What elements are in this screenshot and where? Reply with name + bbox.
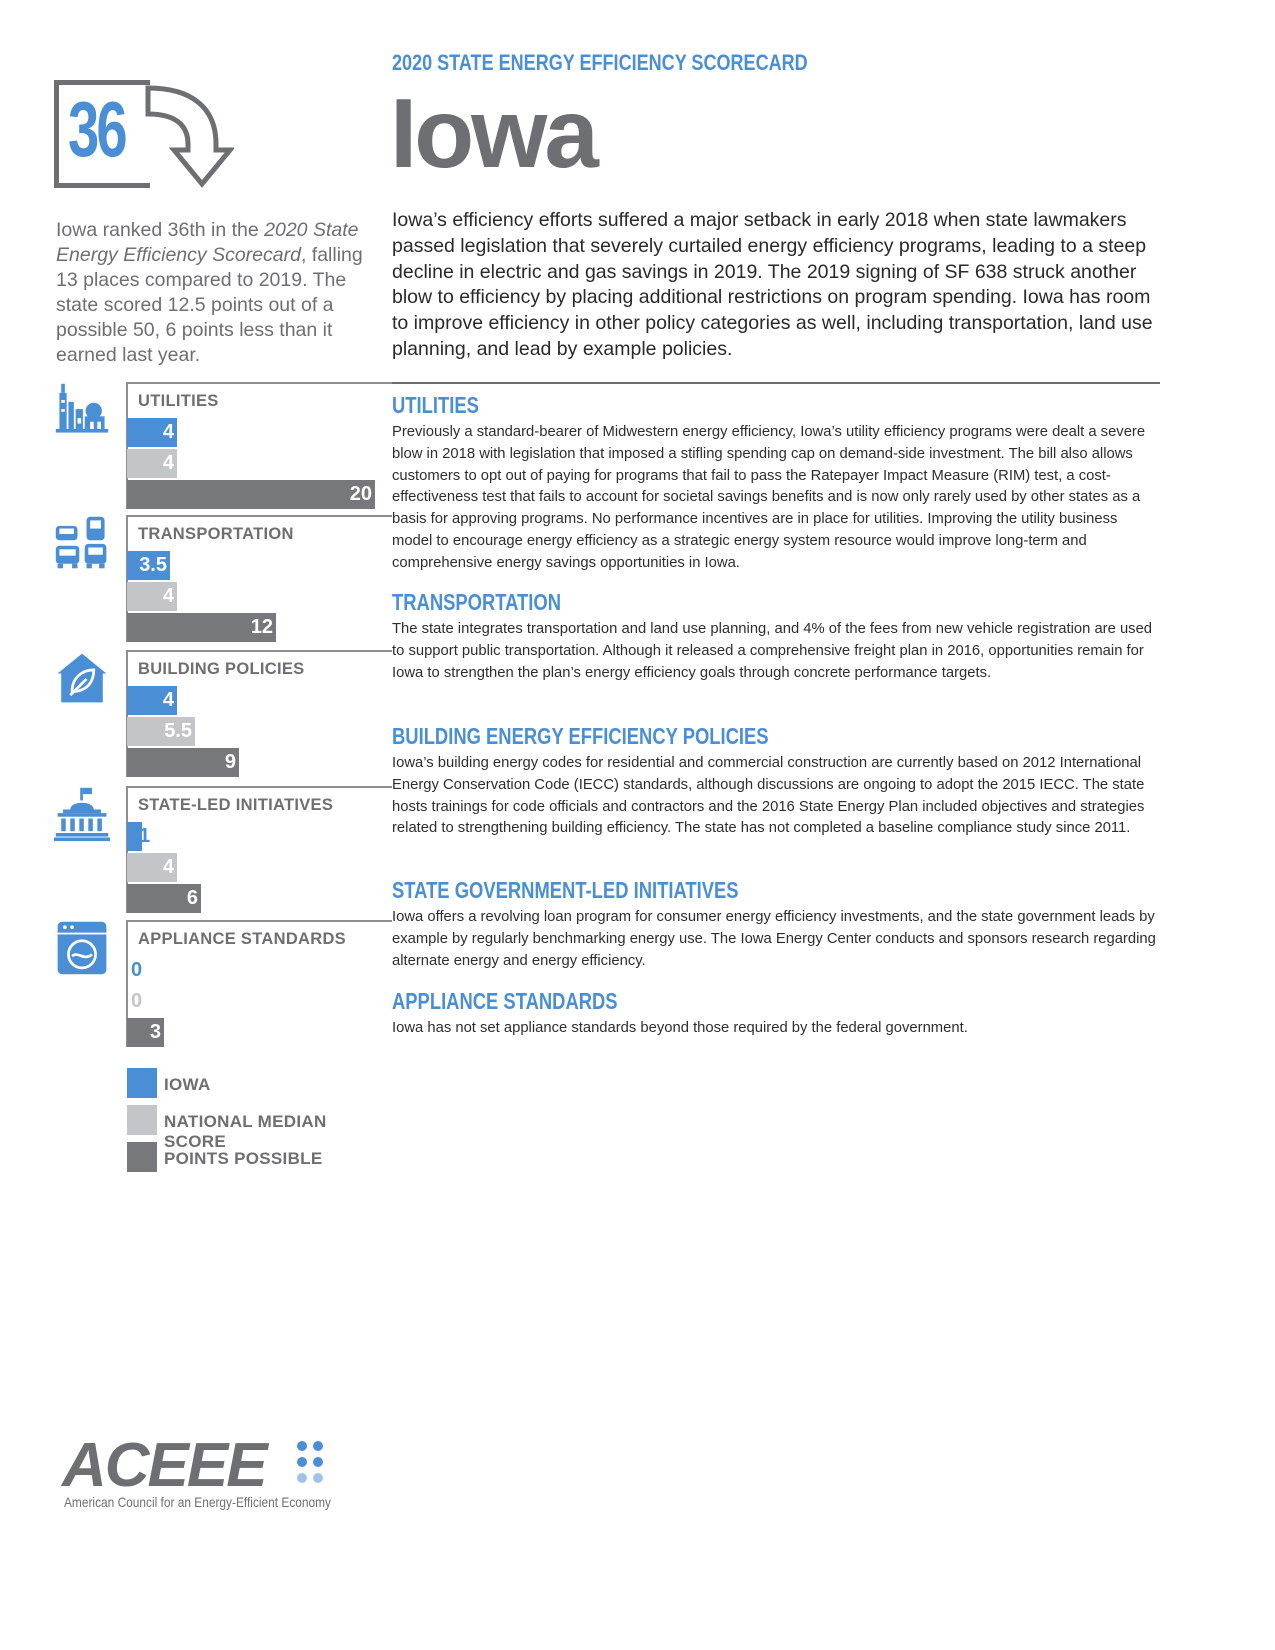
bar-median: 0 [131,990,143,1012]
section-divider [392,382,1160,384]
section-title: APPLIANCE STANDARDS [392,988,618,1014]
section-building-policies [392,723,1157,840]
score-category-transportation [54,515,394,655]
utilities-icon [54,382,116,444]
legend-swatch [127,1068,157,1098]
section-body: Iowa offers a revolving loan program for consumer energy efficiency investments, and the state government leads by example by regularly benchmarking energy use. The Iowa Energy Center conducts and sponsors research regarding alternate energy and energy efficiency. [392,909,1156,969]
score-category-appliance-standards [54,920,394,1060]
rank-number: 36 [68,85,125,173]
legend-swatch [127,1142,157,1172]
legend-swatch [127,1105,157,1135]
bar-median: 5.5 [127,717,195,746]
bar-possible: 6 [127,884,201,913]
section-title: TRANSPORTATION [392,589,561,615]
bar-state: 4 [127,418,177,447]
score-category-utilities [54,382,394,522]
bar-possible: 9 [127,748,239,777]
legend-label: POINTS POSSIBLE [164,1149,323,1168]
rank-badge [54,80,254,200]
rank-summary: Iowa ranked 36th in the 2020 State Energy Efficiency Scorecard, falling 13 places compared to 2019. The state scored 12.5 points out of a possible 50, 6 points less than it earned last year. [56,219,363,366]
category-rule [126,650,392,652]
government-icon [54,786,116,848]
section-title: BUILDING ENERGY EFFICIENCY POLICIES [392,723,769,749]
legend-label: IOWA [164,1075,211,1094]
intro-paragraph: Iowa’s efficiency efforts suffered a major setback in early 2018 when state lawmakers passed legislation that severely curtailed energy efficiency programs, leading to a steep decline in electric and gas savings in 2019. The 2019 signing of SF 638 struck another blow to efficiency by placing additional restrictions on program spending. Iowa has room to improve efficiency in other policy categories as well, including transportation, land use planning, and lead by example policies. [392,209,1153,360]
report-label: 2020 STATE ENERGY EFFICIENCY SCORECARD [392,50,808,75]
section-title: UTILITIES [392,392,479,418]
bar-possible: 20 [127,480,375,509]
bar-possible: 12 [127,613,276,642]
section-body: The state integrates transportation and land use planning, and 4% of the fees from new vehicle registration are used to support public transportation. Although it released a comprehensive freight plan in 2016, opportunities remain for Iowa to strengthen the plan’s energy efficiency goals through concrete performance targets. [392,621,1153,681]
score-category-building-policies [54,650,394,790]
bar-median: 4 [127,853,177,882]
section-state-led-initiatives [392,877,1157,972]
appliance-icon [54,920,116,982]
aceee-logo [62,1431,342,1516]
legend-item [127,1142,387,1179]
bar-state: 0 [131,959,143,981]
state-name-title: Iowa [390,78,596,188]
down-arrow-icon [142,80,234,192]
category-rule [126,515,392,517]
chart-legend [127,1068,387,1179]
transportation-icon [54,515,116,577]
building-icon [54,650,116,712]
legend-item [127,1105,387,1151]
logo-tagline: American Council for an Energy-Efficient Economy [64,1494,331,1510]
category-label: STATE-LED INITIATIVES [138,796,334,814]
logo-wordmark: ACEEE [62,1431,266,1500]
section-utilities [392,392,1157,575]
category-label: TRANSPORTATION [138,525,294,543]
category-label: BUILDING POLICIES [138,660,305,678]
section-body: Previously a standard-bearer of Midwestern energy efficiency, Iowa’s utility efficiency programs were dealt a severe blow in 2018 with legislation that imposed a stifling spending cap on demand-side investment. The bill also allows customers to opt out of paying for programs that fail to pass the Ratepayer Impact Measure (RIM) test, a cost-effectiveness test that fails to account for societal savings benefits and is now only rarely used by other states as a basis for approving programs. No performance incentives are in place for utilities. Improving the utility business model to encourage energy efficiency as a strategic energy system resource would improve long-term and comprehensive energy savings opportunities in Iowa. [392,424,1146,571]
section-appliance-standards [392,988,1157,1040]
bar-possible: 3 [127,1018,164,1047]
category-rule [126,786,392,788]
category-rule [126,382,392,384]
score-category-state-led-initiatives [54,786,394,926]
category-label: APPLIANCE STANDARDS [138,930,346,948]
logo-dots-icon [296,1440,328,1492]
bar-median: 4 [127,449,177,478]
legend-label: NATIONAL MEDIAN SCORE [164,1112,327,1151]
bar-state: 1 [127,822,142,851]
bar-state: 4 [127,686,177,715]
section-transportation [392,589,1157,684]
category-label: UTILITIES [138,392,219,410]
section-body: Iowa’s building energy codes for residential and commercial construction are currently based on 2012 International Energy Conservation Code (IECC) standards, although discussions are ongoing to adopt the 2015 IECC. The state hosts trainings for code officials and contractors and the 2016 State Energy Plan included objectives and strategies related to strengthening building efficiency. The state has not completed a baseline compliance study since 2011. [392,755,1145,837]
section-title: STATE GOVERNMENT-LED INITIATIVES [392,877,739,903]
bar-state: 3.5 [127,551,170,580]
category-rule [126,920,392,922]
legend-item [127,1068,387,1105]
bar-median: 4 [127,582,177,611]
section-body: Iowa has not set appliance standards beyond those required by the federal government. [392,1020,968,1036]
